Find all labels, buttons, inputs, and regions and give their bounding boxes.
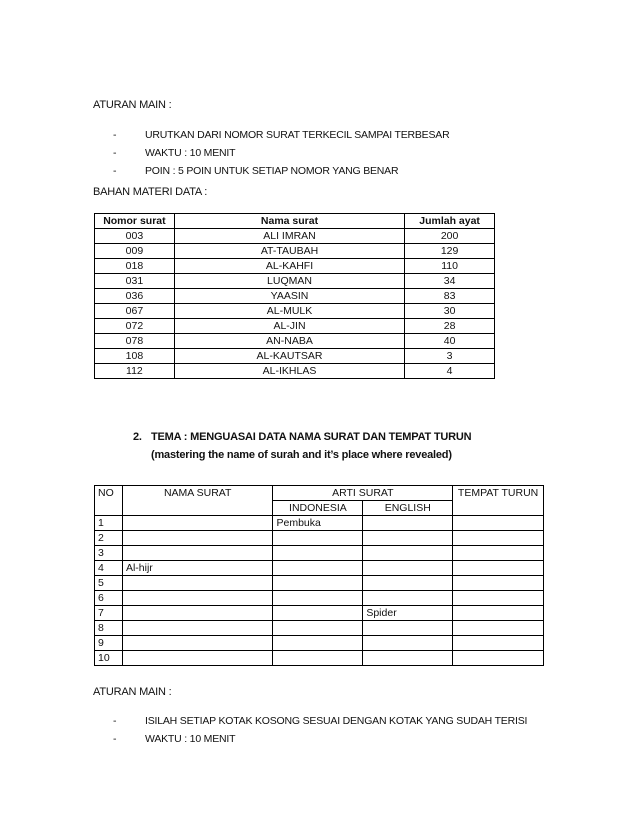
rule-item: - URUTKAN DARI NOMOR SURAT TERKECIL SAMPAI TERBESAR	[113, 129, 450, 141]
section-number: 2.	[133, 431, 142, 443]
table-row: 018 AL-KAHFI 110	[95, 259, 495, 274]
table-row: 6	[95, 591, 544, 606]
tema-title: TEMA : MENGUASAI DATA NAMA SURAT DAN TEMPAT TURUN	[151, 431, 472, 443]
table-row: 112 AL-IKHLAS 4	[95, 364, 495, 379]
surah-data-table	[94, 213, 495, 379]
table-row: 108 AL-KAUTSAR 3	[95, 349, 495, 364]
table-row: 078 AN-NABA 40	[95, 334, 495, 349]
rule-item: - WAKTU : 10 MENIT	[113, 733, 236, 745]
table-header-row	[95, 486, 544, 501]
surah-worksheet-table	[94, 485, 544, 666]
table-row: 7 Spider	[95, 606, 544, 621]
table-row: 9	[95, 636, 544, 651]
table-row: 3	[95, 546, 544, 561]
rule-item: - POIN : 5 POIN UNTUK SETIAP NOMOR YANG BENAR	[113, 165, 399, 177]
header-jumlah-ayat: Jumlah ayat	[405, 214, 495, 229]
rules-heading-2: ATURAN MAIN :	[93, 686, 172, 698]
rules-list-2	[113, 712, 527, 748]
table-row: 1 Pembuka	[95, 516, 544, 531]
table-row: 2	[95, 531, 544, 546]
rules-heading: ATURAN MAIN :	[93, 99, 172, 111]
rule-item: - ISILAH SETIAP KOTAK KOSONG SESUAI DENGAN KOTAK YANG SUDAH TERISI	[113, 715, 528, 727]
table-header-row	[95, 214, 495, 229]
rule-item: - WAKTU : 10 MENIT	[113, 147, 236, 159]
header-nama-surat: NAMA SURAT	[122, 486, 273, 516]
table-row: 5	[95, 576, 544, 591]
header-tempat-turun: TEMPAT TURUN	[453, 486, 544, 516]
table-row: 067 AL-MULK 30	[95, 304, 495, 319]
header-english: ENGLISH	[363, 501, 453, 516]
header-no: NO	[95, 486, 123, 516]
header-indonesia: INDONESIA	[273, 501, 363, 516]
table-row: 031 LUQMAN 34	[95, 274, 495, 289]
header-nama-surat: Nama surat	[174, 214, 404, 229]
table-row: 072 AL-JIN 28	[95, 319, 495, 334]
table-row: 003 ALI IMRAN 200	[95, 229, 495, 244]
header-arti-surat: ARTI SURAT	[273, 486, 453, 501]
table-row: 036 YAASIN 83	[95, 289, 495, 304]
rules-list	[113, 126, 449, 180]
header-nomor-surat: Nomor surat	[95, 214, 175, 229]
tema-subtitle: (mastering the name of surah and it’s place where revealed)	[151, 449, 452, 461]
table-row: 10	[95, 651, 544, 666]
table-row: 009 AT-TAUBAH 129	[95, 244, 495, 259]
table-row: 8	[95, 621, 544, 636]
materials-heading: BAHAN MATERI DATA :	[93, 186, 208, 198]
section-2-title	[133, 428, 471, 464]
table-row: 4 Al-hijr	[95, 561, 544, 576]
